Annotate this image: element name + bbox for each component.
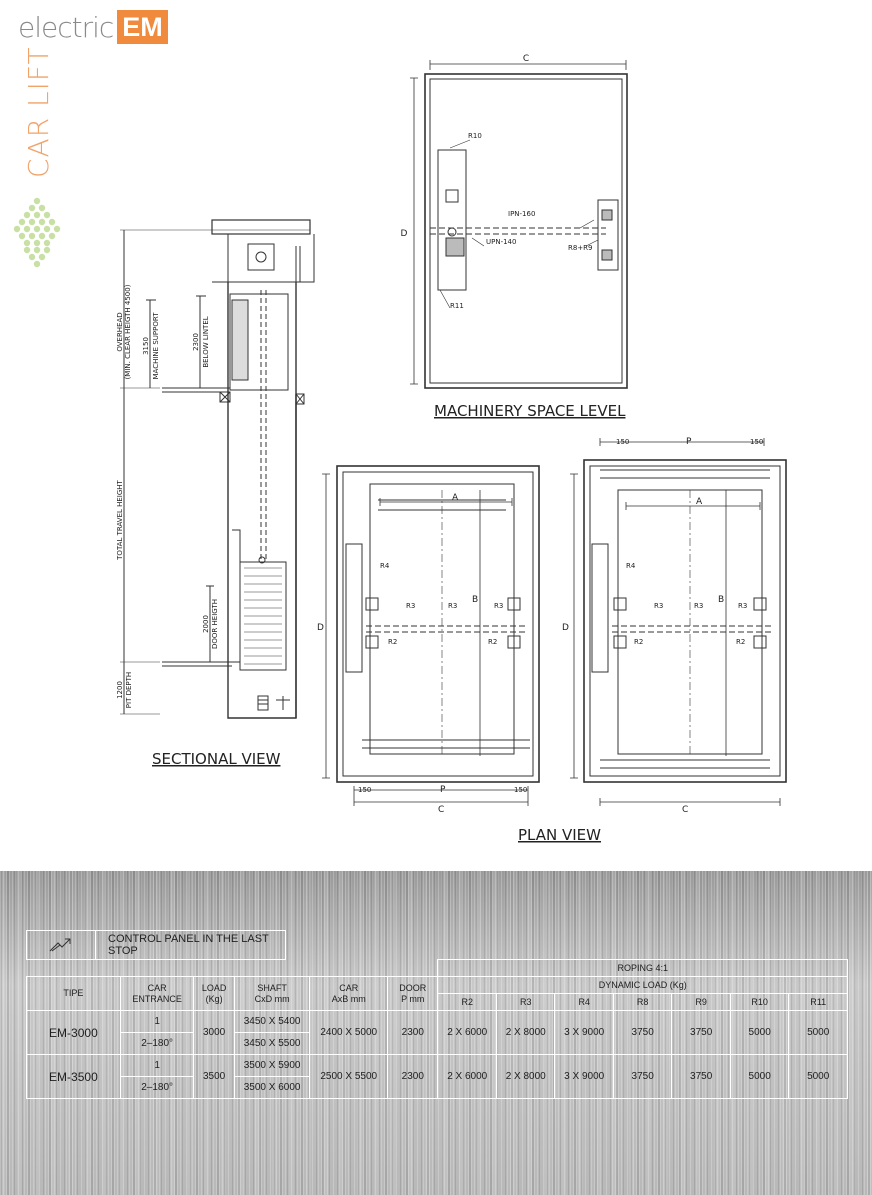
plan-right-label-150b: 150 (750, 438, 764, 446)
header-r2: R2 (438, 994, 496, 1011)
r10-cell: 5000 (730, 1055, 788, 1099)
plan-right-label-r4: R4 (626, 562, 636, 570)
label-door-height-value: 2000 (202, 615, 210, 633)
header-load: LOAD (Kg) (194, 977, 234, 1011)
plan-left-label-d: D (317, 623, 324, 633)
machinery-label-r11: R11 (450, 302, 464, 310)
spec-panel (0, 871, 872, 1195)
plan-right-label-r3a: R3 (654, 602, 664, 610)
plan-view-right (570, 438, 786, 806)
r9-cell: 3750 (672, 1055, 730, 1099)
plan-left-label-p: P (440, 785, 446, 795)
label-overhead: OVERHEAD (116, 312, 124, 352)
label-door-height: DOOR HEIGTH (211, 599, 219, 649)
title-plan-view: PLAN VIEW (518, 826, 601, 844)
plan-right-label-c: C (682, 805, 689, 815)
machinery-label-ipn: IPN-160 (508, 210, 536, 218)
r9-cell: 3750 (672, 1011, 730, 1055)
r4-cell: 3 X 9000 (555, 1011, 613, 1055)
control-panel-icon (27, 931, 96, 959)
r4-cell: 3 X 9000 (555, 1055, 613, 1099)
plan-right-label-r3b: R3 (694, 602, 704, 610)
load-cell: 3000 (194, 1011, 234, 1055)
plan-right-label-d: D (562, 623, 569, 633)
plan-right-label-r3c: R3 (738, 602, 748, 610)
plan-left-label-r3c: R3 (494, 602, 504, 610)
plan-right-label-r2a: R2 (634, 638, 644, 646)
label-machine-support: MACHINE SUPPORT (152, 312, 160, 380)
header-shaft: SHAFT CxD mm (234, 977, 310, 1011)
header-r4: R4 (555, 994, 613, 1011)
machinery-label-c: C (522, 54, 530, 64)
r2-cell: 2 X 6000 (438, 1011, 496, 1055)
model-cell: EM-3000 (27, 1011, 121, 1055)
load-cell: 3500 (194, 1055, 234, 1099)
table-row (27, 1011, 848, 1033)
car-cell: 2500 X 5500 (310, 1055, 388, 1099)
r8-cell: 3750 (613, 1011, 671, 1055)
table-row (27, 1055, 848, 1077)
header-tipe: TIPE (27, 977, 121, 1011)
header-r9: R9 (672, 994, 730, 1011)
plan-left-label-r2a: R2 (388, 638, 398, 646)
entrance-cell: 2–180° (120, 1077, 194, 1099)
side-title: CAR LIFT (22, 46, 55, 178)
header-r11: R11 (789, 994, 848, 1011)
title-machinery-space: MACHINERY SPACE LEVEL (434, 402, 626, 420)
machinery-label-r10: R10 (468, 132, 482, 140)
technical-drawing (100, 50, 820, 850)
plan-left-label-r4: R4 (380, 562, 390, 570)
plan-left-label-c: C (438, 805, 445, 815)
brand-wordmark: electric (18, 10, 114, 44)
door-cell: 2300 (388, 1011, 438, 1055)
plan-left-label-r3a: R3 (406, 602, 416, 610)
machinery-space-view (410, 60, 627, 388)
title-sectional-view: SECTIONAL VIEW (152, 750, 281, 768)
r3-cell: 2 X 8000 (496, 1011, 554, 1055)
plan-left-label-r2b: R2 (488, 638, 498, 646)
entrance-cell: 2–180° (120, 1033, 194, 1055)
header-car-entrance: CAR ENTRANCE (120, 977, 194, 1011)
control-panel-note (26, 930, 286, 960)
plan-right-label-150a: 150 (616, 438, 630, 446)
r3-cell: 2 X 8000 (496, 1055, 554, 1099)
label-overhead-min: (MIN. CLEAR HEIGTH 4500) (124, 284, 132, 380)
label-total-travel: TOTAL TRAVEL HEIGHT (116, 480, 124, 560)
shaft-cell: 3450 X 5400 (234, 1011, 310, 1033)
plan-left-label-150a: 150 (358, 786, 372, 794)
plan-right-label-b: B (718, 595, 725, 605)
spec-table (26, 959, 848, 1099)
r2-cell: 2 X 6000 (438, 1055, 496, 1099)
entrance-cell: 1 (120, 1055, 194, 1077)
header-dynamic-load: DYNAMIC LOAD (Kg) (438, 977, 848, 994)
header-door: DOOR P mm (388, 977, 438, 1011)
r8-cell: 3750 (613, 1055, 671, 1099)
plan-right-label-p: P (686, 437, 692, 447)
model-cell: EM-3500 (27, 1055, 121, 1099)
machinery-label-r8r9: R8+R9 (568, 244, 593, 252)
car-cell: 2400 X 5000 (310, 1011, 388, 1055)
plan-left-label-r3b: R3 (448, 602, 458, 610)
plan-left-label-a: A (452, 493, 459, 503)
label-pit-depth: PIT DEPTH (125, 671, 133, 709)
brand-badge: EM (117, 10, 168, 44)
entrance-cell: 1 (120, 1011, 194, 1033)
header-roping: ROPING 4:1 (438, 960, 848, 977)
plan-view-left (322, 466, 539, 806)
label-pit-value: 1200 (116, 681, 124, 699)
plan-right-label-r2b: R2 (736, 638, 746, 646)
header-r10: R10 (730, 994, 788, 1011)
machinery-label-upn: UPN-140 (486, 238, 517, 246)
plan-left-label-150b: 150 (514, 786, 528, 794)
header-r3: R3 (496, 994, 554, 1011)
r10-cell: 5000 (730, 1011, 788, 1055)
label-machine-support-value: 3150 (142, 337, 150, 355)
shaft-cell: 3500 X 6000 (234, 1077, 310, 1099)
dots-tree-icon (12, 196, 62, 272)
header-r8: R8 (613, 994, 671, 1011)
label-below-lintel: BELOW LINTEL (202, 316, 210, 368)
plan-left-label-b: B (472, 595, 479, 605)
r11-cell: 5000 (789, 1011, 848, 1055)
r11-cell: 5000 (789, 1055, 848, 1099)
shaft-cell: 3450 X 5500 (234, 1033, 310, 1055)
control-panel-label: CONTROL PANEL IN THE LAST STOP (108, 933, 269, 957)
brand-logo (18, 10, 168, 44)
label-below-lintel-value: 2300 (192, 333, 200, 351)
door-cell: 2300 (388, 1055, 438, 1099)
header-car: CAR AxB mm (310, 977, 388, 1011)
machinery-label-d: D (400, 229, 408, 239)
plan-right-label-a: A (696, 497, 703, 507)
shaft-cell: 3500 X 5900 (234, 1055, 310, 1077)
